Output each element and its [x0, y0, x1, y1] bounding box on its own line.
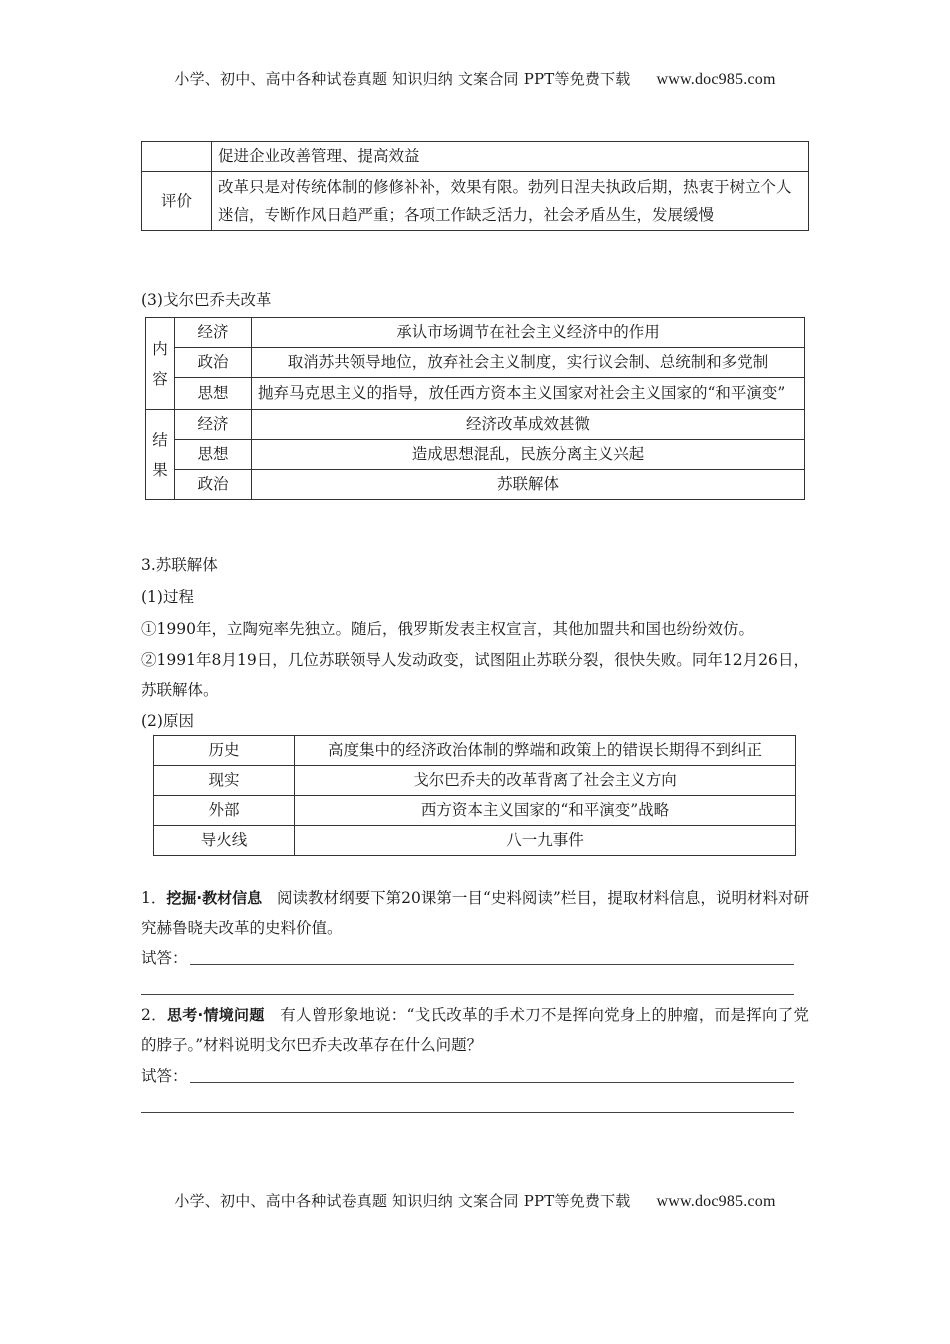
table-row: [146, 410, 805, 440]
header-text: 小学、初中、高中各种试卷真题 知识归纳 文案合同 PPT等免费下载: [174, 70, 631, 88]
page-footer: [0, 1190, 950, 1211]
footer-text: 小学、初中、高中各种试卷真题 知识归纳 文案合同 PPT等免费下载: [174, 1192, 631, 1210]
question-text: 阅读教材纲要下第20课第一目“史料阅读”栏目，提取材料信息，说明材料对研究赫鲁晓夫改革的史料价值。: [141, 889, 810, 937]
table-row: [154, 796, 796, 826]
reasons-table: [153, 735, 796, 856]
table-cell-empty: [142, 142, 212, 172]
table-row: [154, 736, 796, 766]
question-number: 1．: [141, 889, 167, 907]
row-key: 外部: [154, 796, 295, 826]
process-paragraph-1: ①1990年，立陶宛率先独立。随后，俄罗斯发表主权宣言，其他加盟共和国也纷纷效仿。: [141, 620, 754, 638]
answer-line[interactable]: [190, 964, 794, 965]
table-row: [154, 766, 796, 796]
table-cell: 促进企业改善管理、提高效益: [212, 142, 809, 172]
row-value: 承认市场调节在社会主义经济中的作用: [252, 318, 805, 348]
row-key: 思想: [175, 440, 252, 470]
row-key: 思想: [175, 378, 252, 410]
table-row: [154, 826, 796, 856]
process-paragraph-2: ②1991年8月19日，几位苏联领导人发动政变，试图阻止苏联分裂，很快失败。同年12月26日，苏联解体。: [141, 651, 809, 699]
row-key: 经济: [175, 410, 252, 440]
question-tag: 思考·情境问题: [166, 1006, 265, 1024]
question-tag: 挖掘·教材信息: [166, 889, 263, 907]
footer-url[interactable]: www.doc985.com: [656, 1193, 776, 1210]
question-2: [141, 1000, 809, 1060]
group-label-text: 内容: [152, 339, 168, 388]
section-heading: (3)戈尔巴乔夫改革: [141, 291, 272, 309]
row-key: 历史: [154, 736, 295, 766]
row-key: 政治: [175, 348, 252, 378]
table-row: [146, 378, 805, 410]
row-value: 经济改革成效甚微: [252, 410, 805, 440]
section-heading: 3.苏联解体: [141, 556, 218, 574]
group-label-text: 结果: [152, 430, 168, 479]
table-cell: 改革只是对传统体制的修修补补，效果有限。勃列日涅夫执政后期，热衷于树立个人迷信，专断作风日趋严重；各项工作缺乏活力，社会矛盾丛生，发展缓慢: [212, 172, 809, 231]
table-row: [146, 440, 805, 470]
row-value: 高度集中的经济政治体制的弊端和政策上的错误长期得不到纠正: [295, 736, 796, 766]
row-value: 苏联解体: [252, 470, 805, 500]
row-key: 经济: [175, 318, 252, 348]
table-row-label: 评价: [142, 172, 212, 231]
header-url[interactable]: www.doc985.com: [656, 71, 776, 88]
table-row: [146, 470, 805, 500]
answer-line[interactable]: [141, 1112, 794, 1113]
table-row: [142, 142, 809, 172]
row-value: 西方资本主义国家的“和平演变”战略: [295, 796, 796, 826]
subsection-heading: (2)原因: [141, 712, 194, 730]
row-key: 导火线: [154, 826, 295, 856]
row-key: 政治: [175, 470, 252, 500]
row-key: 现实: [154, 766, 295, 796]
gorbachev-reform-table: [145, 317, 805, 500]
answer-label: 试答：: [141, 949, 188, 967]
answer-line[interactable]: [190, 1082, 794, 1083]
row-value: 戈尔巴乔夫的改革背离了社会主义方向: [295, 766, 796, 796]
question-number: 2．: [141, 1006, 167, 1024]
question-text: 有人曾形象地说：“戈氏改革的手术刀不是挥向党身上的肿瘤，而是挥向了党的脖子。”材料说明戈尔巴乔夫改革存在什么问题？: [141, 1006, 810, 1054]
question-1: [141, 883, 809, 943]
evaluation-table: [141, 141, 809, 231]
group-label-content: [146, 318, 175, 410]
group-label-result: [146, 410, 175, 500]
row-value: 取消苏共领导地位，放弃社会主义制度，实行议会制、总统制和多党制: [252, 348, 805, 378]
page-header: [0, 68, 950, 89]
answer-line[interactable]: [141, 994, 794, 995]
subsection-heading: (1)过程: [141, 588, 194, 606]
row-value: 抛弃马克思主义的指导，放任西方资本主义国家对社会主义国家的“和平演变”: [252, 378, 805, 410]
table-row: [146, 348, 805, 378]
row-value: 八一九事件: [295, 826, 796, 856]
table-row: [142, 172, 809, 231]
table-row: [146, 318, 805, 348]
answer-label: 试答：: [141, 1067, 188, 1085]
row-value: 造成思想混乱，民族分离主义兴起: [252, 440, 805, 470]
